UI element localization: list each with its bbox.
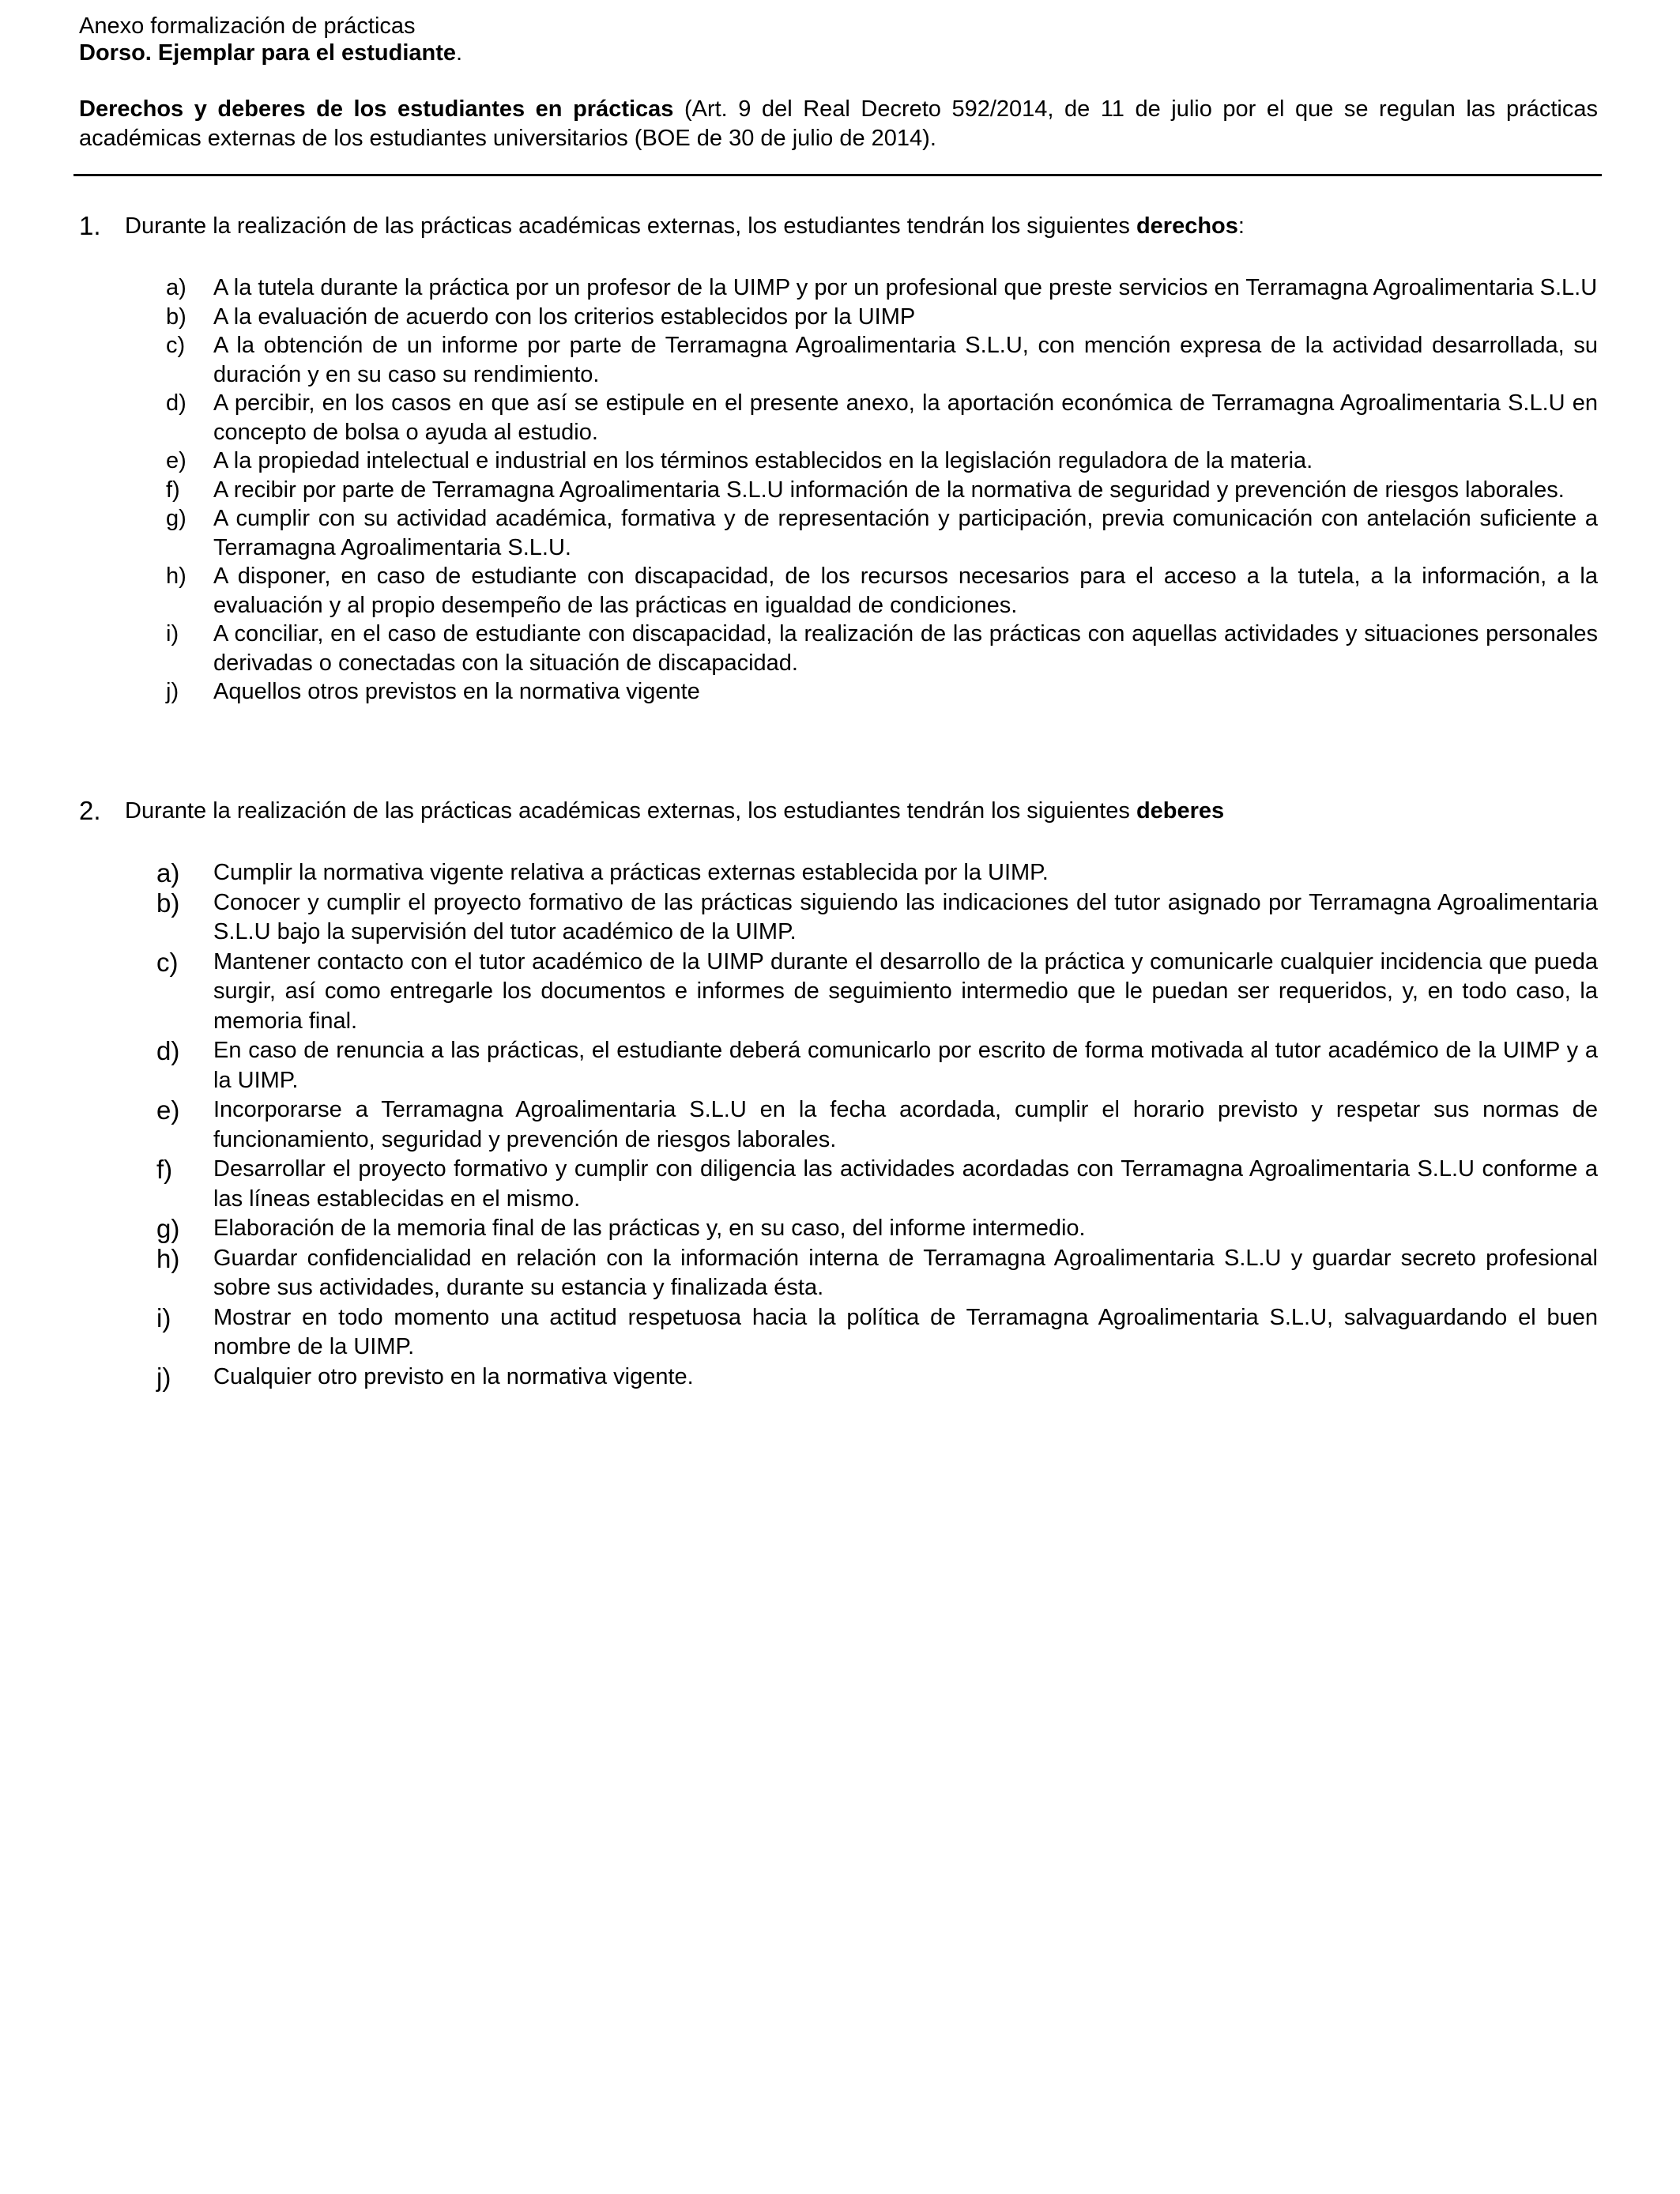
- duties-list-item: [79, 948, 1598, 1037]
- rights-section-title: [79, 212, 1598, 240]
- intro-paragraph: [79, 95, 1598, 153]
- list-item-text: A la propiedad intelectual e industrial en los términos establecidos en la legislación reguladora de la materia.: [213, 448, 1313, 473]
- list-item-text: Mostrar en todo momento una actitud respetuosa hacia la política de Terramagna Agroalimentaria S.L.U, salvaguardando el buen nombre de la UIMP.: [213, 1304, 1598, 1359]
- duties-list: [79, 858, 1598, 1392]
- annex-title: Anexo formalización de prácticas: [79, 13, 416, 39]
- list-item-letter: h): [166, 564, 186, 589]
- rights-section-number: 1.: [79, 211, 101, 240]
- list-item-text: Cumplir la normativa vigente relativa a prácticas externas establecida por la UIMP.: [213, 860, 1049, 885]
- list-item-text: A la evaluación de acuerdo con los criterios establecidos por la UIMP: [213, 303, 916, 330]
- list-item-text: A la obtención de un informe por parte de Terramagna Agroalimentaria S.L.U, con mención expresa de la actividad desarrollada, su duración y en su caso su rendimiento.: [213, 333, 1598, 387]
- list-item-text: Desarrollar el proyecto formativo y cumplir con diligencia las actividades acordadas con Terramagna Agroalimentaria S.L.U conforme a las líneas establecidas en el mismo.: [213, 1156, 1598, 1212]
- duties-section-text: Durante la realización de las prácticas académicas externas, los estudiantes tendrán los siguientes: [125, 798, 1136, 824]
- rights-list-item: [79, 677, 1598, 707]
- copy-label-end: .: [456, 40, 463, 66]
- list-item-letter: d): [156, 1036, 180, 1065]
- list-item-letter: d): [166, 390, 186, 416]
- list-item-text: Elaboración de la memoria final de las prácticas y, en su caso, del informe intermedio.: [213, 1216, 1086, 1241]
- duties-list-item: [79, 858, 1598, 888]
- duties-list-item: [79, 1155, 1598, 1214]
- list-item-text: Incorporarse a Terramagna Agroalimentaria S.L.U en la fecha acordada, cumplir el horario previsto y respetar sus normas de funcionamiento, seguridad y prevención de riesgos laborales.: [213, 1097, 1598, 1152]
- rights-section-text: Durante la realización de las prácticas académicas externas, los estudiantes tendrán los siguientes: [125, 213, 1136, 239]
- list-item-text: A percibir, en los casos en que así se estipule en el presente anexo, la aportación económica de Terramagna Agroalimentaria S.L.U en concepto de bolsa o ayuda al estudio.: [213, 390, 1598, 445]
- rights-list-item: [79, 331, 1598, 389]
- rights-list: [79, 273, 1598, 707]
- copy-label: [79, 40, 1598, 66]
- list-item-letter: a): [156, 858, 180, 888]
- list-item-letter: a): [166, 275, 186, 300]
- list-item-letter: h): [156, 1243, 180, 1273]
- document-header: [79, 13, 1598, 153]
- list-item-text: A recibir por parte de Terramagna Agroalimentaria S.L.U información de la normativa de seguridad y prevención de riesgos laborales.: [213, 477, 1565, 503]
- list-item-text: En caso de renuncia a las prácticas, el estudiante deberá comunicarlo por escrito de forma motivada al tutor académico de la UIMP y a la UIMP.: [213, 1038, 1598, 1093]
- duties-section: [79, 797, 1598, 1392]
- list-item-text: Aquellos otros previstos en la normativa vigente: [213, 679, 700, 704]
- rights-section-keyword: derechos: [1136, 213, 1238, 239]
- list-item-letter: c): [156, 947, 179, 977]
- rights-section-end: :: [1237, 213, 1245, 239]
- list-item-letter: f): [166, 477, 180, 503]
- duties-list-item: [79, 1363, 1598, 1393]
- list-item-letter: g): [166, 506, 186, 531]
- list-item-letter: e): [156, 1095, 180, 1125]
- rights-list-item: [79, 476, 1598, 505]
- list-item-letter: i): [166, 621, 179, 647]
- list-item-letter: b): [156, 888, 180, 918]
- list-item-letter: g): [156, 1214, 180, 1243]
- list-item-text: A la tutela durante la práctica por un profesor de la UIMP y por un profesional que preste servicios en Terramagna Agroalimentaria S.L.U: [213, 275, 1598, 300]
- rights-list-item: [79, 504, 1598, 562]
- rights-list-item: [79, 620, 1598, 677]
- duties-list-item: [79, 1095, 1598, 1155]
- header-divider: [73, 174, 1602, 176]
- intro-text: (Art. 9 del Real Decreto 592/2014, de 11 de julio por el que se regulan las prácticas académicas externas de los estudiantes universitarios (BOE de 30 de julio de 2014).: [79, 96, 1598, 151]
- list-item-text: A cumplir con su actividad académica, formativa y de representación y participación, previa comunicación con antelación suficiente a Terramagna Agroalimentaria S.L.U.: [213, 506, 1598, 560]
- duties-section-keyword: deberes: [1136, 798, 1225, 824]
- list-item-text: Cualquier otro previsto en la normativa vigente.: [213, 1363, 694, 1389]
- list-item-letter: c): [166, 333, 186, 358]
- list-item-letter: j): [166, 679, 179, 704]
- duties-list-item: [79, 1244, 1598, 1303]
- duties-list-item: [79, 1303, 1598, 1363]
- list-item-text: A conciliar, en el caso de estudiante con discapacidad, la realización de las prácticas con aquellas actividades y situaciones personales derivadas o conectadas con la situación de discapacidad.: [213, 621, 1598, 676]
- copy-label-bold: Dorso. Ejemplar para el estudiante: [79, 40, 457, 66]
- list-item-letter: e): [166, 448, 186, 473]
- duties-list-item: [79, 888, 1598, 948]
- list-item-letter: j): [156, 1362, 171, 1392]
- rights-list-item: [79, 562, 1598, 620]
- list-item-text: A disponer, en caso de estudiante con discapacidad, de los recursos necesarios para el acceso a la tutela, a la información, a la evaluación y al propio desempeño de las prácticas en igualdad de condiciones.: [213, 564, 1598, 618]
- list-item-letter: b): [166, 303, 186, 330]
- rights-section: [79, 212, 1598, 707]
- list-item-text: Guardar confidencialidad en relación con la información interna de Terramagna Agroalimentaria S.L.U y guardar secreto profesional sobre sus actividades, durante su estancia y finalizada ésta.: [213, 1245, 1598, 1300]
- duties-section-title: [79, 797, 1598, 825]
- list-item-letter: f): [156, 1155, 173, 1184]
- rights-list-item: [79, 303, 1598, 332]
- list-item-letter: i): [156, 1302, 171, 1333]
- intro-heading: Derechos y deberes de los estudiantes en prácticas: [79, 96, 674, 122]
- list-item-text: Mantener contacto con el tutor académico de la UIMP durante el desarrollo de la práctica y comunicarle cualquier incidencia que pueda surgir, así como entregarle los documentos e informes de seguimiento intermedio que le puedan ser requeridos, y, en todo caso, la memoria final.: [213, 948, 1598, 1034]
- duties-section-number: 2.: [79, 796, 101, 825]
- duties-list-item: [79, 1214, 1598, 1244]
- rights-list-item: [79, 389, 1598, 447]
- list-item-text: Conocer y cumplir el proyecto formativo de las prácticas siguiendo las indicaciones del tutor asignado por Terramagna Agroalimentaria S.L.U bajo la supervisión del tutor académico de la UIMP.: [213, 889, 1598, 944]
- duties-list-item: [79, 1036, 1598, 1095]
- rights-list-item: [79, 273, 1598, 303]
- rights-list-item: [79, 447, 1598, 476]
